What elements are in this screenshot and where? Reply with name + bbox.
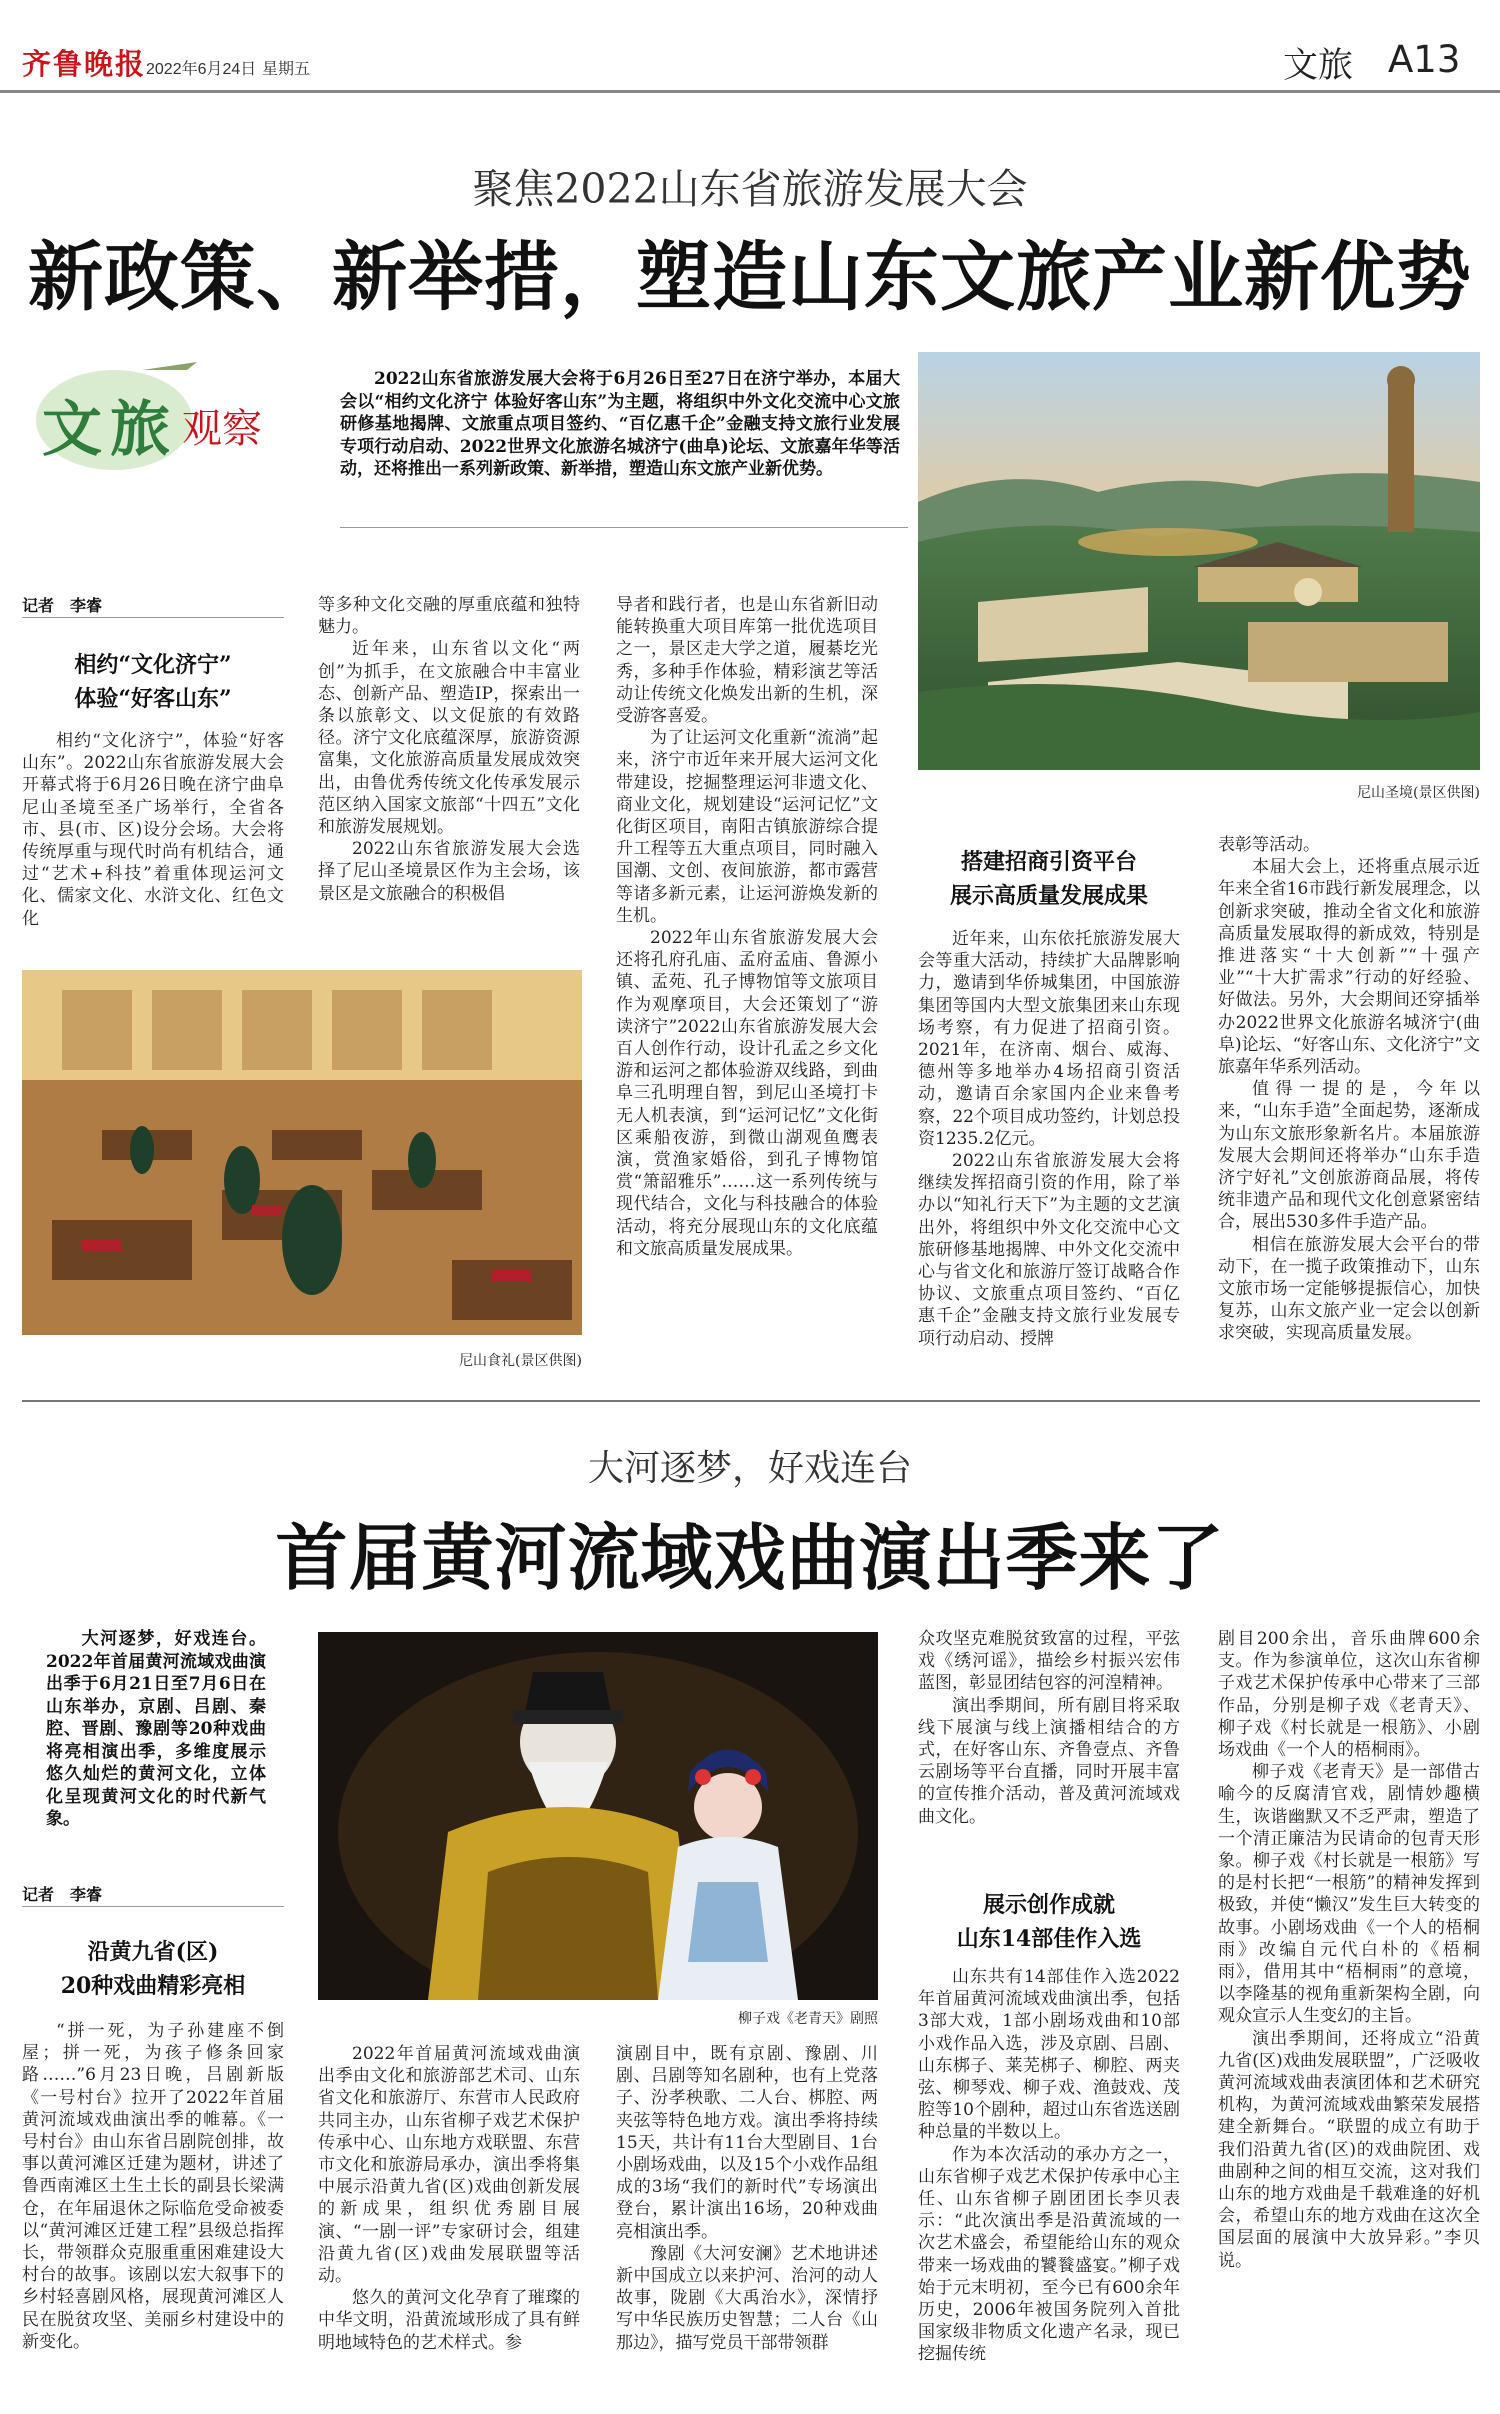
byline-rule [22, 617, 284, 618]
svg-text:观察: 观察 [182, 406, 262, 452]
column-logo-graphic [22, 350, 322, 485]
photo-nishan-shili [22, 970, 582, 1335]
airplane-icon [142, 362, 197, 370]
svg-text:旅: 旅 [110, 395, 170, 465]
column-logo [22, 350, 322, 485]
story2-col2: 2022年首届黄河流域戏曲演出季由文化和旅游部艺术司、山东省文化和旅游厅、东营市人民政府共同主办，山东省柳子戏艺术保护传承中心、山东地方戏联盟、东营市文化和旅游局承办，演出季将集中展示沿黄九省(区)戏曲创新发展的新成果，组织优秀剧目展演、“一剧一评”专家研讨会，组建沿黄九省(区)戏曲发展联盟等活动。 悠久的黄河文化孕育了璀璨的中华文明，沿黄流域形成了具有鲜明地域特色的艺术样式。参 [318, 2044, 580, 2353]
story1-col4: 近年来，山东依托旅游发展大会等重大活动，持续扩大品牌影响力，邀请到华侨城集团，中国旅游集团等国内大型文旅集团来山东现场考察，有力促进了招商引资。2021年，在济南、烟台、威海、德州等多地举办4场招商引资活动，邀请百余家国内企业来鲁考察，22个项目成功签约，计划总投资1235.2亿元。 2022山东省旅游发展大会将继续发挥招商引资的作用，除了举办以“知礼行天下”为主题的文艺演出外，将组织中外文化交流中心文旅研修基地揭牌、中外文化交流中心与省文化和旅游厅签订战略合作协议、文旅重点项目签约、“百亿惠千企”金融支持文旅行业发展专项行动启动、授牌 [918, 929, 1180, 1349]
section-name: 文旅 [1283, 46, 1354, 86]
masthead-logo: 齐鲁晚报 [22, 47, 147, 81]
page-number: A13 [1388, 38, 1461, 81]
photo1-caption: 尼山圣境(景区供图) [1357, 785, 1480, 801]
issue-date: 2022年6月24日 [146, 61, 257, 78]
photo-nishan-shengjing [918, 352, 1480, 770]
story1-subhead2: 搭建招商引资平台 展示高质量发展成果 [949, 849, 1148, 909]
story2-byline: 记者 李睿 [22, 1885, 103, 1904]
story1-headline: 新政策、新举措，塑造山东文旅产业新优势 [27, 233, 1472, 321]
story2-col4: 众攻坚克难脱贫致富的过程，平弦戏《绣河谣》，描绘乡村振兴宏伟蓝图，彰显团结包容的河湟精神。 演出季期间，所有剧目将采取线下展演与线上演播相结合的方式，在好客山东、齐鲁壹点、齐鲁云剧场等平台直播，同时开展丰富的宣传推介活动，普及黄河流域戏曲文化。 [918, 1629, 1180, 1827]
story1-col3: 导者和践行者，也是山东省新旧动能转换重大项目库第一批优选项目之一，景区走大学之道，履綦圪光秀，多种手作体验，精彩演艺等活动让传统文化焕发出新的生机，深受游客喜爱。 为了让运河文化重新“流淌”起来，济宁市近年来开展大运河文化带建设，挖掘整理运河非遗文化、商业文化，规划建设“运河记忆”文化街区项目，南阳古镇旅游综合提升工程等五大重点项目，同时融入国潮、文创、夜间旅游，都市露营等诸多新元素，让运河游焕发新的生机。 2022年山东省旅游发展大会还将孔府孔庙、孟府孟庙、鲁源小镇、孟苑、孔子博物馆等文旅项目作为观摩项目，大会还策划了“游读济宁”2022山东省旅游发展大会百人创作行动，设计孔孟之乡文化游和运河之都体验游双线路，到曲阜三孔明理自智，到尼山圣境打卡无人机表演，到“运河记忆”文化街区乘船夜游，到微山湖观鱼鹰表演，赏渔家婚俗，到孔子博物馆赏“箫韶雅乐”……这一系列传统与现代结合，文化与科技融合的体验活动，将充分展现山东的文化底蕴和文旅高质量发展成果。 [616, 595, 878, 1259]
story2-col5: 剧目200余出，音乐曲牌600余支。作为参演单位，这次山东省柳子戏艺术保护传承中心带来了三部作品，分别是柳子戏《老青天》、柳子戏《村长就是一根筋》、小剧场戏曲《一个人的梧桐雨》。 柳子戏《老青天》是一部借古喻今的反腐清官戏，剧情妙趣横生，诙谐幽默又不乏严肃，塑造了一个清正廉洁为民请命的包青天形象。柳子戏《村长就是一根筋》写的是村长把“一根筋”的精神发挥到极致，并使“懒汉”发生巨大转变的故事。小剧场戏曲《一个人的梧桐雨》改编自元代白朴的《梧桐雨》，借用其中“梧桐雨”的意境，以李隆基的视角重新架构全剧，向观众宣示人生变幻的主旨。 演出季期间，还将成立“沿黄九省(区)戏曲发展联盟”，广泛吸收黄河流域戏曲表演团体和艺术研究机构，为黄河流域戏曲繁荣发展搭建全新舞台。“联盟的成立有助于我们沿黄九省(区)的戏曲院团、戏曲剧种之间的相互交流，这对我们山东的地方戏曲是千载难逢的好机会，希望山东的地方戏曲在这次全国层面的展演中大放异彩。”李贝说。 [1218, 1629, 1480, 2271]
svg-text:文: 文 [42, 395, 102, 465]
photo2-caption: 尼山食礼(景区供图) [459, 1353, 582, 1369]
story1-col2: 等多种文化交融的厚重底蕴和独特魅力。 近年来，山东省以文化“两创”为抓手，在文旅融合中丰富业态、创新产品、塑造IP，探索出一条以旅彰文、以文促旅的有效路径。济宁文化底蕴深厚，旅游资源富集，文化旅游高质量发展成效突出，由鲁优秀传统文化传承发展示范区纳入国家文旅部“十四五”文化和旅游发展规划。 2022山东省旅游发展大会选择了尼山圣境景区作为主会场，该景区是文旅融合的积极倡 [318, 595, 580, 904]
story2-lead: 大河逐梦，好戏连台。2022年首届黄河流域戏曲演出季于6月21日至7月6日在山东举办，京剧、吕剧、秦腔、晋剧、豫剧等20种戏曲将亮相演出季，多维度展示悠久灿烂的黄河文化，立体化呈现黄河文化的时代新气象。 [46, 1629, 266, 1829]
story-divider [22, 1400, 1480, 1402]
lead-rule [340, 527, 908, 528]
story1-byline: 记者 李睿 [22, 596, 103, 615]
story1-lead: 2022山东省旅游发展大会将于6月26日至27日在济宁举办，本届大会以“相约文化济宁 体验好客山东”为主题，将组织中外文化交流中心文旅研修基地揭牌、文旅重点项目签约、“百亿惠千企”金融支持文旅行业发展专项行动启动、2022世界文化旅游名城济宁(曲阜)论坛、文旅嘉年华等活动，还将推出一系列新政策、新举措，塑造山东文旅产业新优势。 [340, 369, 900, 479]
photo-liuzixi-laoqingtian [318, 1632, 878, 2000]
story2-subhead2: 展示创作成就 山东14部佳作入选 [956, 1892, 1142, 1952]
story2-kicker: 大河逐梦，好戏连台 [587, 1448, 912, 1489]
byline-rule-2 [22, 1906, 284, 1907]
story2-col3: 演剧目中，既有京剧、豫剧、川剧、吕剧等知名剧种，也有上党落子、汾孝秧歌、二人台、梆腔、两夹弦等特色地方戏。演出季将持续15天，共计有11台大型剧目、1台小剧场戏曲，以及15个小戏作品组成的3场“我们的新时代”专场演出登台，累计演出16场，20种戏曲亮相演出季。 豫剧《大河安澜》艺术地讲述新中国成立以来护河、治河的动人故事，陇剧《大禹治水》，深情抒写中华民族历史智慧；二人台《山那边》，描写党员干部带领群 [616, 2044, 878, 2353]
story2-headline: 首届黄河流域戏曲演出季来了 [275, 1515, 1225, 1600]
issue-weekday: 星期五 [262, 61, 311, 78]
story2-col4-cont: 山东共有14部佳作入选2022年首届黄河流域戏曲演出季，包括3部大戏，1部小剧场戏曲和10部小戏作品入选，涉及京剧、吕剧、山东梆子、莱芜梆子、柳腔、两夹弦、柳琴戏、柳子戏、渔鼓戏、茂腔等10个剧种，超过山东省选送剧种总量的半数以上。 作为本次活动的承办方之一，山东省柳子戏艺术保护传承中心主任、山东省柳子剧团团长李贝表示：“此次演出季是沿黄流域的一次艺术盛会，希望能给山东的观众带来一场戏曲的饕餮盛宴。”柳子戏始于元末明初，至今已有600余年历史，2006年被国务院列入首批国家级非物质文化遗产名录，现已挖掘传统 [918, 1967, 1180, 2365]
story1-col1: 相约“文化济宁”，体验“好客山东”。2022山东省旅游发展大会开幕式将于6月26日晚在济宁曲阜尼山圣境至圣广场举行，全省各市、县(市、区)设分会场。大会将传统厚重与现代时尚有机结合，通过“艺术+科技”着重体现运河文化、儒家文化、水浒文化、红色文化 [22, 731, 284, 929]
photo3-caption: 柳子戏《老青天》剧照 [738, 2011, 878, 2027]
masthead-rule [0, 90, 1500, 93]
story1-col5: 表彰等活动。 本届大会上，还将重点展示近年来全省16市践行新发展理念，以创新求突破，推动全省文化和旅游高质量发展取得的新成效，特别是推进落实“十大创新”“十强产业”“十大扩需求”行动的好经验、好做法。另外，大会期间还穿插举办2022世界文化旅游名城济宁(曲阜)论坛、“好客山东、文化济宁”文旅嘉年华系列活动。 值得一提的是，今年以来，“山东手造”全面起势，逐渐成为山东文旅形象新名片。本届旅游发展大会期间还将举办“山东手造 济宁好礼”文创旅游商品展，将传统非遗产品和现代文化创意紧密结合，展出530多件手造产品。 相信在旅游发展大会平台的带动下，在一揽子政策推动下，山东文旅市场一定能够提振信心，加快复苏，山东文旅产业一定会以创新求突破，实现高质量发展。 [1218, 835, 1481, 1344]
story2-subhead1: 沿黄九省(区) 20种戏曲精彩亮相 [60, 1939, 246, 1999]
story1-kicker: 聚焦2022山东省旅游发展大会 [472, 165, 1028, 213]
story1-subhead1: 相约“文化济宁” 体验“好客山东” [74, 652, 232, 712]
story2-col1: “拼一死，为子孙建座不倒屋；拼一死，为孩子修条回家路……”6月23日晚，吕剧新版《一号村台》拉开了2022年首届黄河流域戏曲演出季的帷幕。《一号村台》由山东省吕剧院创排，故事以黄河滩区迁建为题材，讲述了鲁西南滩区土生土长的副县长梁满仓，在年届退休之际临危受命被委以“黄河滩区迁建工程”县级总指挥长，带领群众克服重重困难建设大村台的故事。该剧以宏大叙事下的乡村轻喜剧风格，展现黄河滩区人民在脱贫攻坚、美丽乡村建设中的新变化。 [22, 2021, 284, 2352]
